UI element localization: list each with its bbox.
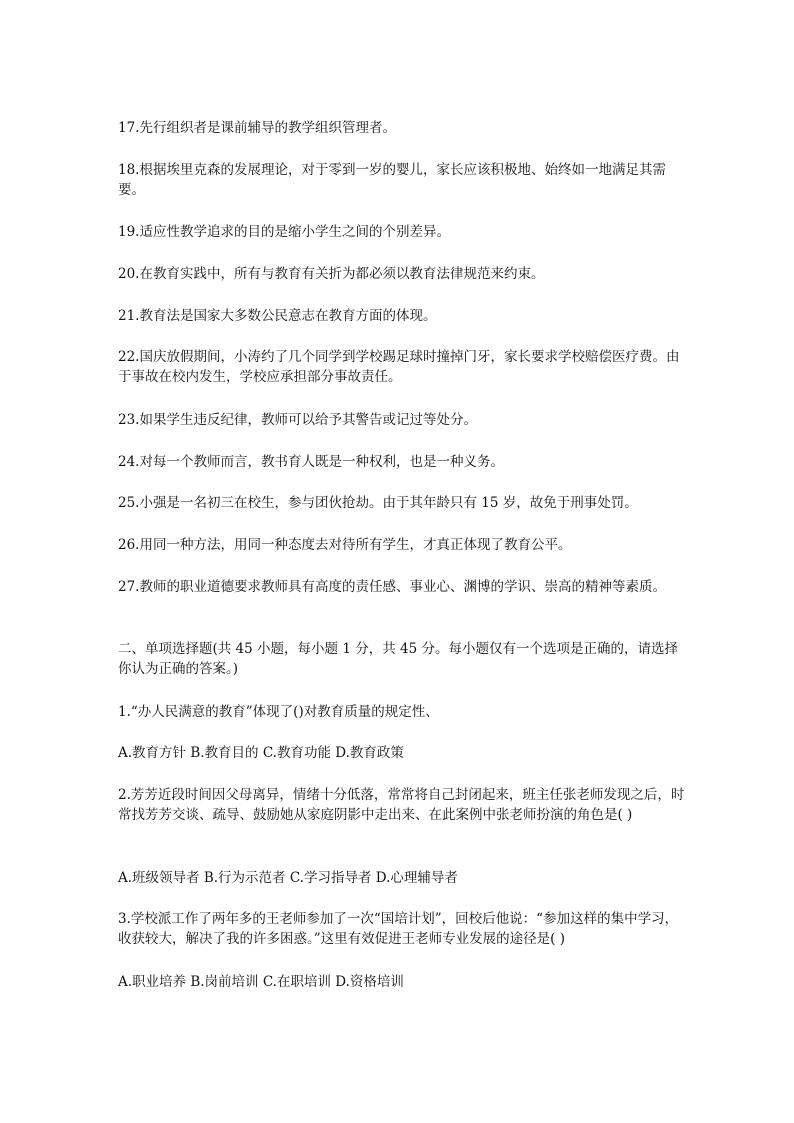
item-27: 27.教师的职业道德要求教师具有高度的责任感、事业心、渊博的学识、崇高的精神等素质。 — [118, 579, 666, 595]
item-23: 23.如果学生违反纪律，教师可以给予其警告或记过等处分。 — [118, 412, 477, 428]
section-2-heading: 二、单项选择题(共 45 小题，每小题 1 分，共 45 分。每小题仅有一个选项是正确的，请选择你认为正确的答案。) — [118, 641, 678, 677]
item-24: 24.对每一个教师而言，教书育人既是一种权利，也是一种义务。 — [118, 454, 504, 470]
item-20: 20.在教育实践中，所有与教育有关折为都必须以教育法律规范来约束。 — [118, 266, 545, 282]
item-19: 19.适应性教学追求的目的是缩小学生之间的个别差异。 — [118, 224, 450, 240]
item-18: 18.根据埃里克森的发展理论，对于零到一岁的婴儿，家长应该积极地、始终如一地满足其需要。 — [118, 162, 666, 198]
item-26: 26.用同一种方法，用同一种态度去对待所有学生，才真正体现了教育公平。 — [118, 537, 572, 553]
mc-question-3-options: A.职业培养 B.岗前培训 C.在职培训 D.资格培训 — [118, 974, 404, 990]
mc-question-2-options: A.班级领导者 B.行为示范者 C.学习指导者 D.心理辅导者 — [118, 870, 458, 886]
mc-question-1: 1.“办人民满意的教育”体现了()对教育质量的规定性、 — [118, 704, 439, 720]
mc-question-2: 2.芳芳近段时间因父母离异，情绪十分低落，常常将自己封闭起来，班主任张老师发现之后，时常找芳芳交谈、疏导、鼓励她从家庭阴影中走出来、在此案例中张老师扮演的角色是( ) — [118, 787, 685, 823]
item-25: 25.小强是一名初三在校生，参与团伙抢劫。由于其年龄只有 15 岁，故免于刑事处罚。 — [118, 495, 638, 511]
item-21: 21.教育法是国家大多数公民意志在教育方面的体现。 — [118, 308, 437, 324]
mc-question-3: 3.学校派工作了两年多的王老师参加了一次“国培计划”，回校后他说：“参加这样的集中学习，收获较大，解决了我的许多困惑。”这里有效促进王老师专业发展的途径是( ) — [118, 911, 679, 947]
item-17: 17.先行组织者是课前辅导的教学组织管理者。 — [118, 120, 396, 136]
mc-question-1-options: A.教育方针 B.教育目的 C.教育功能 D.教育政策 — [118, 745, 404, 761]
item-22: 22.国庆放假期间，小涛约了几个同学到学校踢足球时撞掉门牙，家长要求学校赔偿医疗费。由于事故在校内发生，学校应承担部分事故责任。 — [118, 349, 680, 385]
